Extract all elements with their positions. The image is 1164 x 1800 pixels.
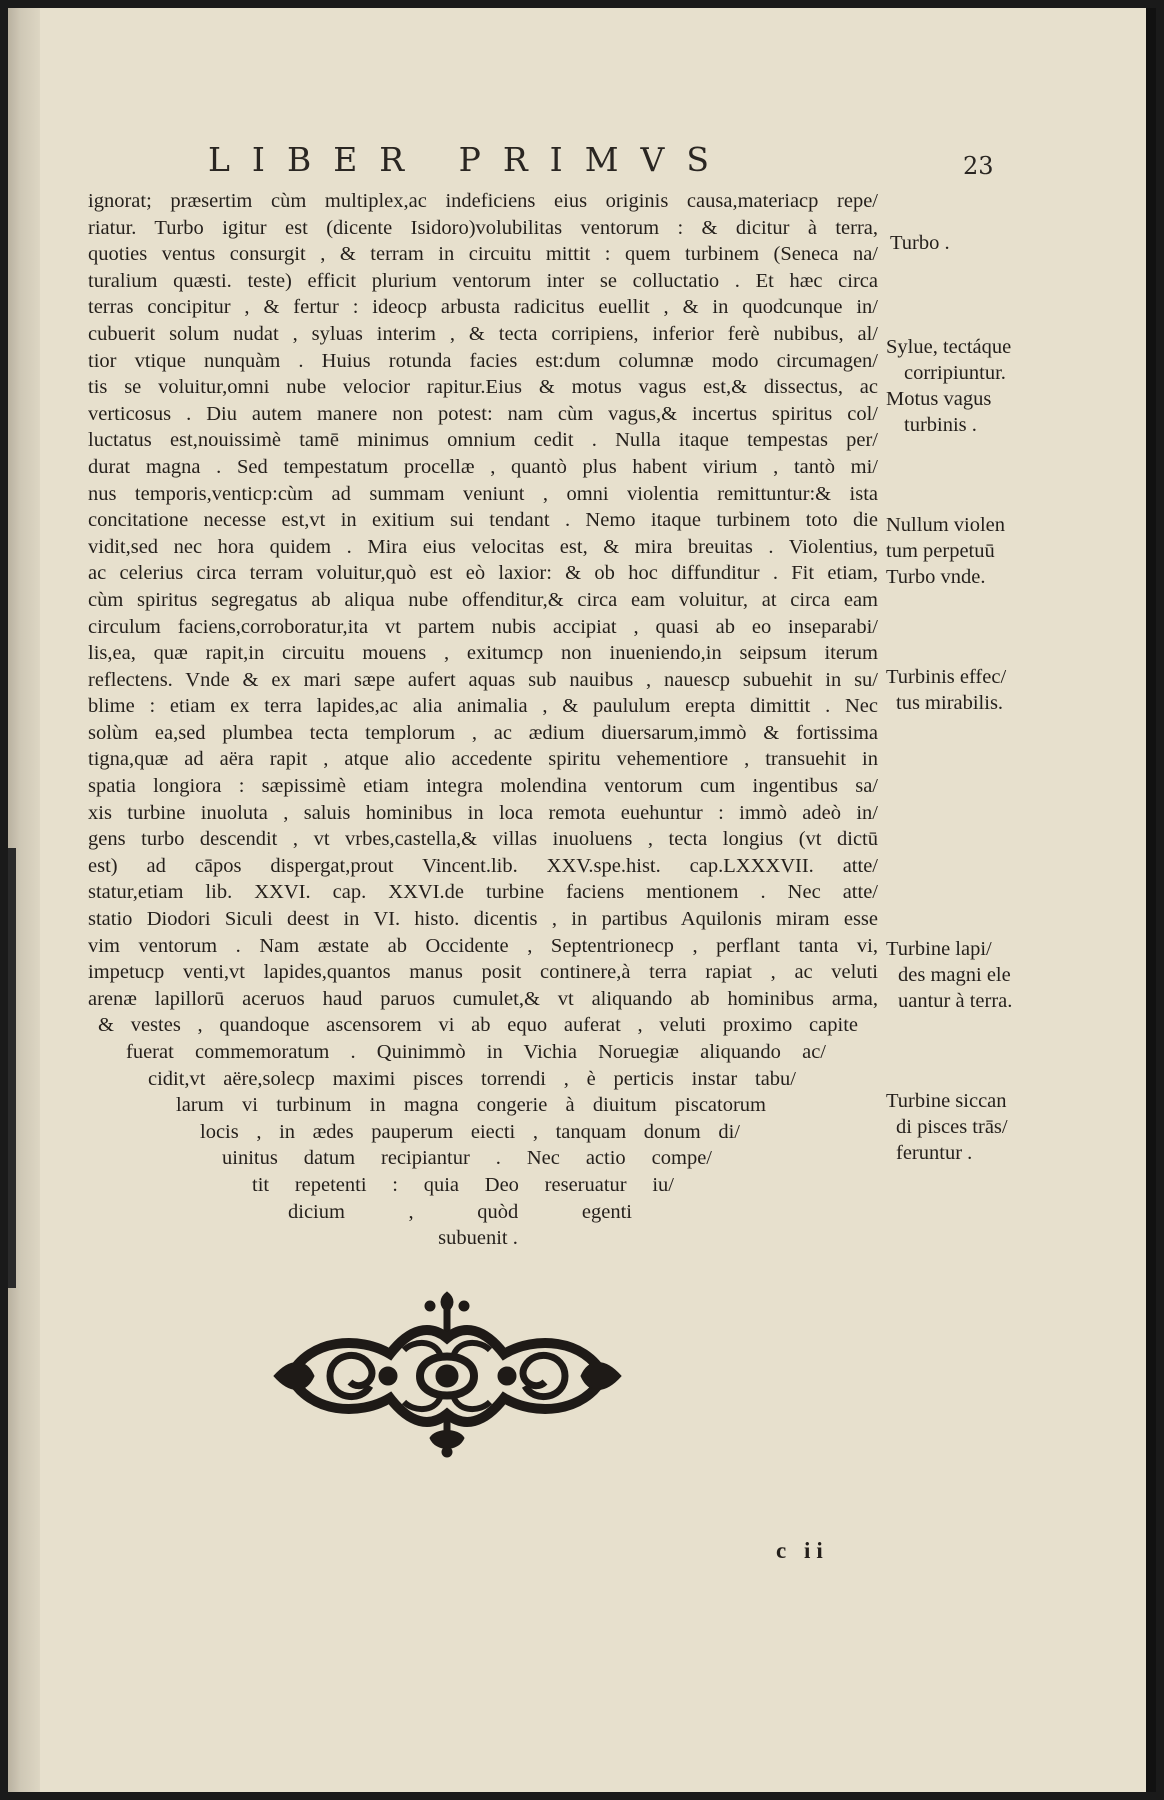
text-line: locis , in ædes pauperum eiecti , tanquam donum di/: [200, 1120, 740, 1143]
marginal-note-lapides: Turbine lapi/ des magni ele uantur à terra.: [886, 938, 1013, 1012]
text-line: gens turbo descendit , vt vrbes,castella,& villas inuoluens , tecta longius (vt dictū: [88, 828, 878, 851]
text-line: cidit,vt aëre,solecp maximi pisces torrendi , è perticis instar tabu/: [148, 1067, 796, 1090]
text-line: solùm ea,sed plumbea tecta templorum , ac ædium diuersarum,immò & fortissima: [88, 721, 878, 744]
text-line: statur,etiam lib. XXVI. cap. XXVI.de turbine faciens mentionem . Nec atte/: [88, 881, 878, 904]
text-line: tigna,quæ ad aëra rapit , atque alio accedente spiritu vehementiore , transuehit in: [88, 748, 878, 771]
book-page: [8, 8, 1156, 1792]
text-line: xis turbine inuoluta , saluis hominibus in loca remota euehuntur : immò adeò in/: [88, 801, 878, 824]
marginal-note-nullum: Nullum violen tum perpetuū Turbo vnde.: [886, 514, 1006, 588]
text-line: terras concipitur , & fertur : ideocp arbusta radicitus euellit , & in quodcunque in/: [88, 296, 878, 319]
text-line: vim ventorum . Nam æstate ab Occidente , Septentrionecp , perflant tanta vi,: [88, 934, 878, 957]
text-line: riatur. Turbo igitur est (dicente Isidoro)volubilitas ventorum : & dicitur à terra,: [88, 216, 878, 239]
signature-mark: c ii: [776, 1538, 829, 1563]
marginal-note-pisces: Turbine siccan di pisces trās/ feruntur .: [886, 1090, 1008, 1164]
text-line: cubuerit solum nudat , syluas interim , & tecta corripiens, inferior ferè nubibus, al/: [88, 322, 878, 345]
binding-shadow: [8, 848, 16, 1288]
page-number: 23: [963, 152, 994, 180]
marginal-note-syluae: Sylue, tectáque corripiuntur. Motus vagus turbinis .: [886, 336, 1012, 436]
text-line: larum vi turbinum in magna congerie à diuitum piscatorum: [176, 1094, 766, 1117]
text-line: circulum faciens,corroboratur,ita vt partem nubis accipiat , quasi ab eo inseparabi/: [88, 615, 878, 638]
text-line: ac celerius circa terram voluitur,quò est eò laxior: & ob hoc diffunditur . Fit etiam,: [88, 562, 878, 585]
text-line: quoties ventus consurgit , & terram in circuitu mittit : quem turbinem (Seneca na/: [88, 243, 878, 266]
text-line: uinitus datum recipiantur . Nec actio compe/: [222, 1147, 712, 1170]
text-line: luctatus est,nouissimè tamē minimus omnium cedit . Nulla itaque tempestas per/: [88, 429, 878, 452]
text-line: statio Diodori Siculi deest in VI. histo. dicentis , in partibus Aquilonis miram esse: [88, 908, 878, 931]
fleuron-headpiece-icon: [270, 1288, 625, 1458]
text-line: est) ad cāpos dispergat,prout Vincent.lib. XXV.spe.hist. cap.LXXXVII. atte/: [88, 854, 878, 877]
running-head: LIBER PRIMVS: [208, 140, 731, 179]
text-line: nus temporis,venticp:cùm ad summam veniunt , omni violentia remittuntur:& ista: [88, 482, 878, 505]
scan-border: [1146, 8, 1156, 1792]
text-line: tis se voluitur,omni nube velocior rapitur.Eius & motus vagus est,& dissectus, ac: [88, 376, 878, 399]
text-line: reflectens. Vnde & ex mari sæpe aufert aquas sub nauibus , nauescp subuehit in su/: [88, 668, 878, 691]
text-line: arenæ lapillorū aceruos haud paruos cumulet,& vt aliquando ab hominibus arma,: [88, 987, 878, 1010]
text-line: subuenit .: [438, 1227, 518, 1250]
body-text: [88, 188, 878, 1252]
text-line: spatia longiora : sæpissimè etiam integra molendina ventorum cum ingentibus sa/: [88, 775, 878, 798]
text-line: fuerat commemoratum . Quinimmò in Vichia Noruegiæ aliquando ac/: [126, 1041, 826, 1063]
text-line: concitatione necesse est,vt in exitium sui tendant . Nemo itaque turbinem toto die: [88, 509, 878, 532]
text-line: & vestes , quandoque ascensorem vi ab equo auferat , veluti proximo capite: [98, 1014, 858, 1037]
text-line: turalium quæsti. teste) efficit plurium ventorum inter se colluctatio . Et hæc circa: [88, 269, 878, 292]
marginal-note-turbo: Turbo .: [890, 232, 950, 254]
text-line: dicium , quòd egenti: [288, 1200, 632, 1223]
text-line: blime : etiam ex terra lapides,ac alia animalia , & paululum erepta dimittit . Nec: [88, 695, 878, 718]
marginal-note-turbinis-effectus: Turbinis effec/ tus mirabilis.: [886, 666, 1007, 714]
text-line: tior vtique nunquàm . Huius rotunda facies est:dum columnæ modo circumagen/: [88, 349, 878, 372]
text-line: impetucp venti,vt lapides,quantos manus posit continere,à terra rapiat , ac veluti: [88, 961, 878, 984]
text-line: tit repetenti : quia Deo reseruatur iu/: [252, 1173, 674, 1196]
text-line: ignorat; præsertim cùm multiplex,ac indeficiens eius originis causa,materiacp repe/: [88, 190, 878, 212]
text-line: lis,ea, quæ rapit,in circuitu mouens , exitumcp non inueniendo,in seipsum iterum: [88, 642, 878, 665]
text-line: vidit,sed nec hora quidem . Mira eius velocitas est, & mira breuitas . Violentius,: [88, 535, 878, 558]
text-line: durat magna . Sed tempestatum procellæ , quantò plus habent virium , tantò mi/: [88, 455, 878, 478]
text-line: verticosus . Diu autem manere non potest: nam cùm vagus,& incertus spiritus col/: [88, 402, 878, 425]
text-line: cùm spiritus segregatus ab aliqua nube offenditur,& circa eam voluitur, at circa eam: [88, 588, 878, 611]
